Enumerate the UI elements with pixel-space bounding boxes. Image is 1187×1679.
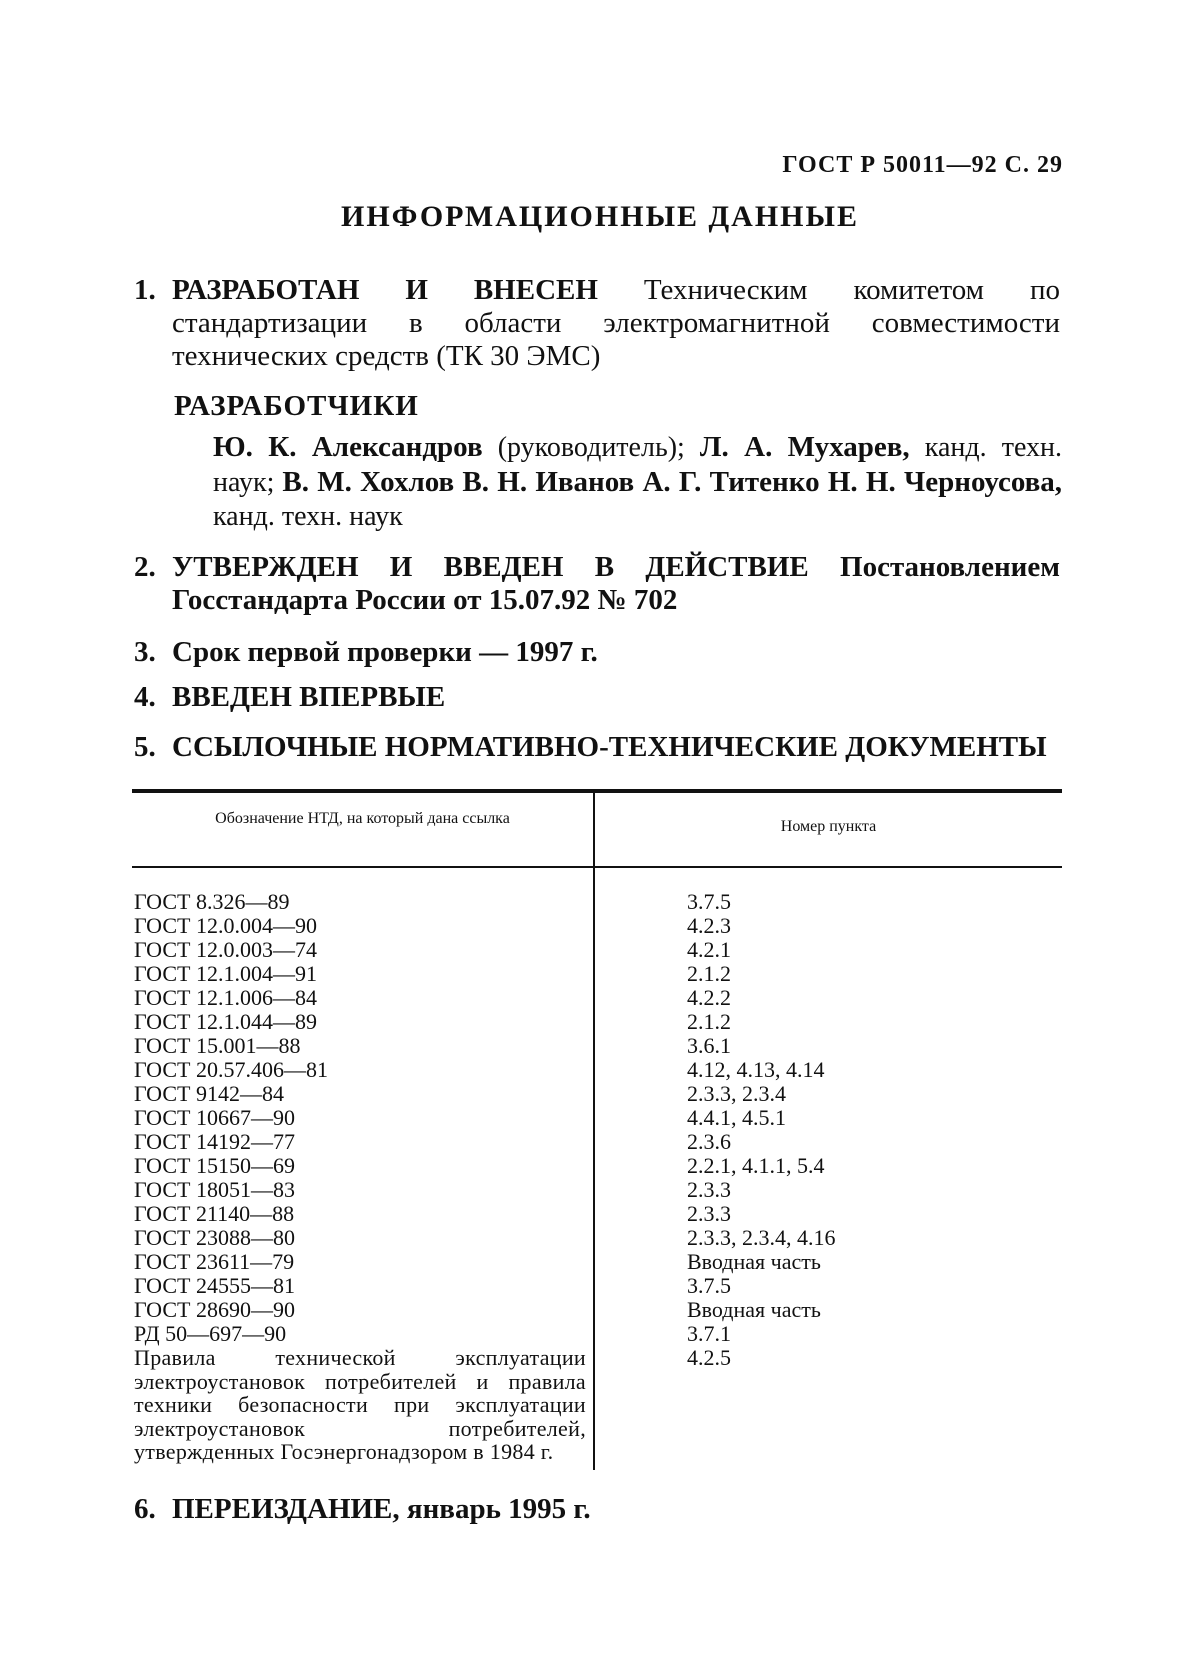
item-approved — [134, 551, 1060, 617]
table-row-designation: ГОСТ 10667—90 — [134, 1105, 295, 1130]
table-row-designation: ГОСТ 18051—83 — [134, 1177, 295, 1202]
table-designation-column — [134, 890, 586, 1464]
table-row-clause: 3.7.1 — [687, 1321, 731, 1346]
table-last-row-left: Правила технической эксплуатации электроустановок потребителей и правила техники безопасности при эксплуатации электроустановок потребителей, утвержденных Госэнергонадзором в 1984 г. — [134, 1345, 586, 1464]
table-row-designation: ГОСТ 28690—90 — [134, 1297, 295, 1322]
table-row-clause: 2.3.6 — [687, 1129, 731, 1154]
table-top-rule — [132, 789, 1062, 793]
table-last-row-right: 4.2.5 — [687, 1345, 731, 1370]
item-text: РАЗРАБОТАН И ВНЕСЕН Техническим комитетом по стандартизации в области электромагнитной совместимости технических средств (ТК 30 ЭМС) — [172, 274, 1060, 372]
table-row-designation: ГОСТ 12.1.044—89 — [134, 1009, 317, 1034]
table-row-designation: ГОСТ 15.001—88 — [134, 1033, 301, 1058]
page-header: ГОСТ Р 50011—92 С. 29 — [782, 152, 1063, 178]
table-row-clause: 2.3.3 — [687, 1201, 731, 1226]
table-row-designation: ГОСТ 15150—69 — [134, 1153, 295, 1178]
table-row-clause: 4.2.2 — [687, 985, 731, 1010]
table-row-designation: РД 50—697—90 — [134, 1321, 287, 1346]
table-row-designation: ГОСТ 9142—84 — [134, 1081, 284, 1106]
table-row-designation: ГОСТ 12.1.004—91 — [134, 961, 317, 986]
table-row-clause: Вводная часть — [687, 1249, 821, 1274]
table-row-designation: ГОСТ 12.0.004—90 — [134, 913, 317, 938]
table-row-clause: 2.3.3, 2.3.4, 4.16 — [687, 1225, 836, 1250]
table-row-clause: 2.3.3 — [687, 1177, 731, 1202]
table-row-designation: ГОСТ 8.326—89 — [134, 889, 290, 914]
table-row-clause: 4.12, 4.13, 4.14 — [687, 1057, 825, 1082]
item-developed — [134, 274, 1060, 373]
table-row-designation: ГОСТ 20.57.406—81 — [134, 1057, 328, 1082]
item-references: 5. ССЫЛОЧНЫЕ НОРМАТИВНО-ТЕХНИЧЕСКИЕ ДОКУМЕНТЫ — [134, 731, 1047, 763]
table-row-designation: ГОСТ 24555—81 — [134, 1273, 295, 1298]
page-title: ИНФОРМАЦИОННЫЕ ДАННЫЕ — [341, 200, 859, 233]
table-clause-column — [687, 890, 1047, 1370]
table-row-designation: ГОСТ 23611—79 — [134, 1249, 295, 1274]
table-row-designation: ГОСТ 14192—77 — [134, 1129, 295, 1154]
table-row-clause: 2.3.3, 2.3.4 — [687, 1081, 786, 1106]
table-row-designation: ГОСТ 21140—88 — [134, 1201, 295, 1226]
table-row-clause: 2.1.2 — [687, 1009, 731, 1034]
table-header-rule — [132, 866, 1062, 868]
table-row-clause: 4.2.1 — [687, 937, 731, 962]
item-introduced: 4. ВВЕДЕН ВПЕРВЫЕ — [134, 681, 446, 713]
table-row-clause: 2.2.1, 4.1.1, 5.4 — [687, 1153, 825, 1178]
table-row-clause: 3.7.5 — [687, 1273, 731, 1298]
table-column-divider — [593, 789, 595, 1470]
table-row-clause: 2.1.2 — [687, 961, 731, 986]
table-row-designation: ГОСТ 12.0.003—74 — [134, 937, 317, 962]
table-row-clause: 3.7.5 — [687, 889, 731, 914]
table-row-clause: 4.4.1, 4.5.1 — [687, 1105, 786, 1130]
table-row-clause: 3.6.1 — [687, 1033, 731, 1058]
table-header-designation: Обозначение НТД, на который дана ссылка — [215, 810, 510, 827]
table-row-clause: Вводная часть — [687, 1297, 821, 1322]
item-text: УТВЕРЖДЕН И ВВЕДЕН В ДЕЙСТВИЕ Постановлением Госстандарта России от 15.07.92 № 702 — [172, 551, 1060, 616]
developers-list: Ю. К. Александров (руководитель); Л. А. Мухарев, канд. техн. наук; В. М. Хохлов В. Н. Иванов А. Г. Титенко Н. Н. Черноусова, канд. техн. наук — [213, 431, 1063, 532]
item-first-check: 3. Срок первой проверки — 1997 г. — [134, 636, 598, 668]
table-row-designation: ГОСТ 12.1.006—84 — [134, 985, 317, 1010]
item-number: 2. — [134, 551, 156, 583]
item-number: 1. — [134, 274, 156, 306]
item-reissue: 6. ПЕРЕИЗДАНИЕ, январь 1995 г. — [134, 1493, 591, 1525]
table-row-clause: 4.2.3 — [687, 913, 731, 938]
table-row-designation: ГОСТ 23088—80 — [134, 1225, 295, 1250]
developers-heading: РАЗРАБОТЧИКИ — [174, 390, 419, 422]
table-header-clause: Номер пункта — [780, 818, 877, 835]
